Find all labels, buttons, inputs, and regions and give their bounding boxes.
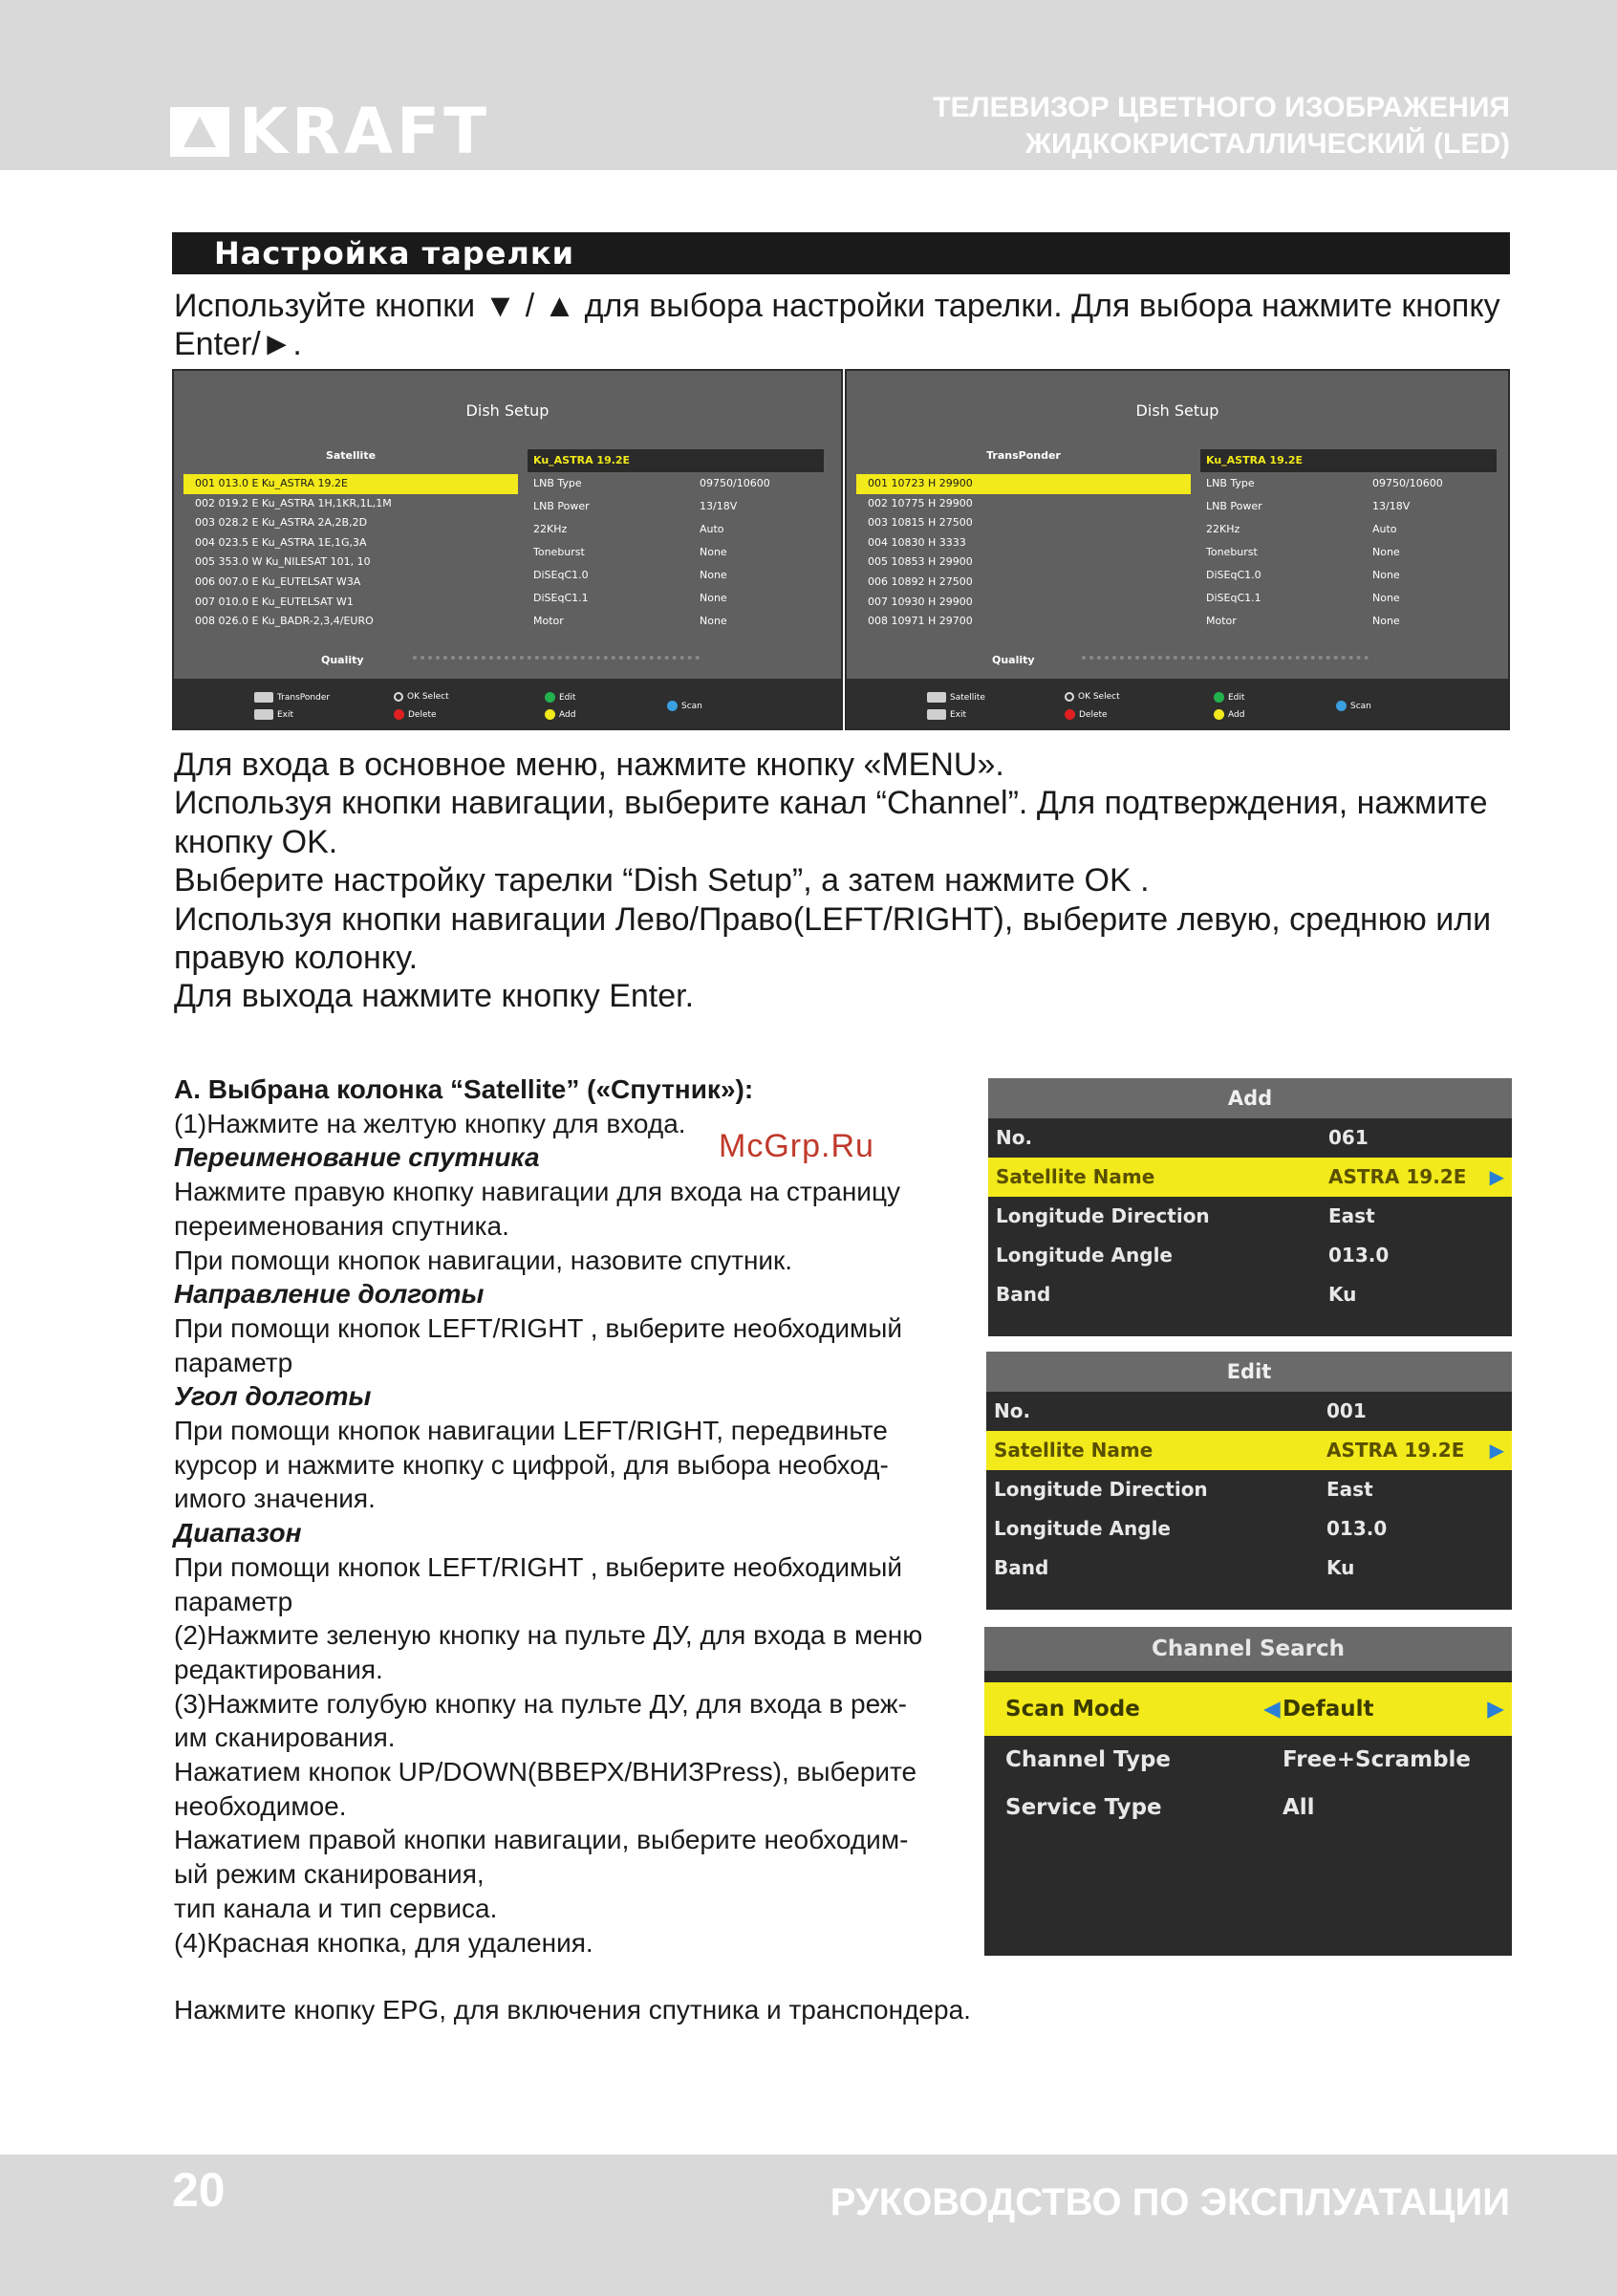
key-icon: [254, 692, 273, 703]
text-line: (3)Нажмите голубую кнопку на пульте ДУ, для входа в реж-: [174, 1688, 907, 1719]
instructions: [174, 746, 1512, 1016]
list-item[interactable]: 008 10971 H 29700: [868, 615, 973, 628]
footer-key: Edit: [545, 692, 575, 703]
param-row[interactable]: DiSEqC1.0 None: [533, 569, 727, 581]
list-item[interactable]: 003 10815 H 27500: [868, 516, 973, 530]
param-row[interactable]: Motor None: [533, 615, 727, 627]
ok-icon: [1065, 692, 1074, 702]
key-icon: [927, 692, 946, 703]
text-line: имого значения.: [174, 1484, 376, 1514]
panel-row-selected[interactable]: Satellite Name ASTRA 19.2E ▶: [988, 1158, 1512, 1197]
quality-bar: [1082, 656, 1369, 661]
list-item[interactable]: 005 353.0 W Ku_NILESAT 101, 10: [195, 555, 371, 569]
instruction-line: Используя кнопки навигации Лево/Право(LEFT/RIGHT), выберите левую, среднюю или: [174, 900, 1492, 938]
blue-button-icon: [667, 701, 678, 711]
instruction-line: Для выхода нажмите кнопку Enter.: [174, 978, 695, 1015]
satellite-list: [183, 474, 518, 632]
param-row[interactable]: LNB Type 09750/10600: [1206, 477, 1443, 489]
section-a-heading: A. Выбрана колонка “Satellite” («Спутник»):: [174, 1074, 754, 1104]
header-title-line1: ТЕЛЕВИЗОР ЦВЕТНОГО ИЗОБРАЖЕНИЯ: [933, 92, 1510, 123]
footer-key: OK Select: [394, 692, 449, 702]
text-line: Нажатием правой кнопки навигации, выберите необходим-: [174, 1825, 909, 1855]
footer-key: OK Select: [1065, 692, 1120, 702]
instruction-line: Для входа в основное меню, нажмите кнопку «MENU».: [174, 747, 1004, 783]
header-title: [933, 90, 1510, 162]
edit-panel: [986, 1352, 1512, 1610]
footer-key: Delete: [1065, 709, 1108, 720]
text-line: параметр: [174, 1347, 293, 1377]
panel-row[interactable]: No. 061: [996, 1126, 1369, 1149]
text-line: ый режим сканирования,: [174, 1859, 485, 1890]
panel-row[interactable]: Longitude Angle 013.0: [996, 1244, 1390, 1267]
list-item[interactable]: 004 023.5 E Ku_ASTRA 1E,1G,3A: [195, 535, 367, 549]
subheading-band: Диапазон: [174, 1518, 302, 1549]
search-row[interactable]: Service Type All: [1005, 1795, 1315, 1820]
instruction-line: Используя кнопки навигации, выберите канал “Channel”. Для подтверждения, нажмите: [174, 785, 1488, 822]
chevron-right-icon: ▶: [1489, 1165, 1504, 1188]
channel-search-panel: [984, 1627, 1512, 1956]
chevron-right-icon: ▶: [1487, 1697, 1504, 1722]
text-line: (1)Нажмите на желтую кнопку для входа.: [174, 1108, 686, 1138]
ok-icon: [394, 692, 403, 702]
text-line: Нажатием кнопок UP/DOWN(ВВЕРХ/ВНИЗPress), выберите: [174, 1757, 917, 1787]
instruction-line: Выберите настройку тарелки “Dish Setup”, а затем нажмите OK .: [174, 862, 1150, 899]
param-row[interactable]: Toneburst None: [1206, 546, 1400, 558]
text-line: переименования спутника.: [174, 1210, 509, 1241]
text-line: редактирования.: [174, 1654, 383, 1684]
list-header: TransPonder: [986, 449, 1061, 462]
panel-row[interactable]: Longitude Angle 013.0: [994, 1517, 1388, 1540]
intro-line1: Используйте кнопки ▼ / ▲ для выбора настройки тарелки. Для выбора нажмите кнопку: [174, 288, 1500, 324]
quality-label: Quality: [992, 654, 1035, 666]
add-panel: [988, 1078, 1512, 1336]
panel-row[interactable]: Longitude Direction East: [996, 1204, 1375, 1227]
param-row[interactable]: DiSEqC1.1 None: [1206, 592, 1400, 604]
param-row[interactable]: LNB Power 13/18V: [533, 500, 738, 512]
param-header: Ku_ASTRA 19.2E: [528, 449, 824, 472]
channel-search-title: Channel Search: [984, 1627, 1512, 1671]
page-footer: [0, 2155, 1617, 2296]
key-icon: [927, 709, 946, 720]
section-title: Настройка тарелки: [172, 232, 1510, 274]
chevron-left-icon: ◀: [1263, 1697, 1281, 1722]
screen-title: Dish Setup: [1135, 401, 1219, 420]
search-row-selected[interactable]: Scan Mode ◀ Default ▶: [984, 1682, 1512, 1736]
list-item[interactable]: 007 10930 H 29900: [868, 595, 973, 608]
text-line: При помощи кнопок навигации LEFT/RIGHT, передвиньте: [174, 1416, 888, 1446]
text-line: При помощи кнопок LEFT/RIGHT , выберите необходимый: [174, 1551, 903, 1582]
subheading-angle: Угол долготы: [174, 1381, 372, 1412]
green-button-icon: [545, 692, 555, 703]
text-line: (2)Нажмите зеленую кнопку на пульте ДУ, для входа в меню: [174, 1620, 923, 1651]
yellow-button-icon: [1214, 709, 1224, 720]
footer-key: Add: [1214, 709, 1244, 720]
red-button-icon: [1065, 709, 1075, 720]
footer-key: Add: [545, 709, 575, 720]
instruction-line: правую колонку.: [174, 940, 419, 977]
footer-title: РУКОВОДСТВО ПО ЭКСПЛУАТАЦИИ: [830, 2181, 1510, 2223]
screen-title: Dish Setup: [465, 401, 550, 420]
footer-key: Exit: [927, 709, 966, 720]
screen-footer: [174, 679, 841, 730]
quality-label: Quality: [321, 654, 364, 666]
param-row[interactable]: Toneburst None: [533, 546, 727, 558]
intro-text: [174, 287, 1512, 363]
edit-panel-title: Edit: [986, 1352, 1512, 1392]
kraft-logo: [170, 95, 491, 168]
footer-key: Delete: [394, 709, 437, 720]
chevron-right-icon: ▶: [1489, 1439, 1504, 1462]
list-item[interactable]: 006 10892 H 27500: [868, 574, 973, 588]
blue-button-icon: [1336, 701, 1347, 711]
header-title-line2: ЖИДКОКРИСТАЛЛИЧЕСКИЙ (LED): [1024, 128, 1510, 160]
list-item[interactable]: 005 10853 H 29900: [868, 555, 973, 569]
transponder-list: [856, 474, 1191, 632]
panel-row[interactable]: Band Ku: [996, 1283, 1357, 1306]
green-button-icon: [1214, 692, 1224, 703]
param-row[interactable]: Motor None: [1206, 615, 1400, 627]
list-item[interactable]: 004 10830 H 3333: [868, 535, 966, 549]
screen-footer: [847, 679, 1508, 730]
param-row[interactable]: LNB Type 09750/10600: [533, 477, 770, 489]
add-panel-title: Add: [988, 1078, 1512, 1118]
dish-setup-transponder-screen: [845, 369, 1510, 730]
text-line: При помощи кнопок LEFT/RIGHT , выберите необходимый: [174, 1312, 903, 1343]
watermark: McGrp.Ru: [719, 1128, 874, 1164]
dish-setup-satellite-screen: [172, 369, 843, 730]
list-header: Satellite: [325, 449, 377, 462]
list-item[interactable]: 002 10775 H 29900: [868, 496, 973, 509]
quality-bar: [413, 656, 700, 661]
panel-row[interactable]: No. 001: [994, 1399, 1367, 1422]
text-line: (4)Красная кнопка, для удаления.: [174, 1927, 593, 1958]
list-item[interactable]: 001 013.0 E Ku_ASTRA 19.2E: [183, 474, 518, 494]
footer-key: Satellite: [927, 692, 985, 703]
text-line: курсор и нажмите кнопку с цифрой, для выбора необход-: [174, 1449, 889, 1480]
yellow-button-icon: [545, 709, 555, 720]
subheading-rename: Переименование спутника: [174, 1142, 540, 1173]
footer-key: Edit: [1214, 692, 1244, 703]
list-item[interactable]: 007 010.0 E Ku_EUTELSAT W1: [195, 595, 354, 608]
param-list: [528, 449, 824, 633]
text-line: параметр: [174, 1586, 293, 1616]
panel-row[interactable]: Longitude Direction East: [994, 1478, 1373, 1501]
param-row[interactable]: DiSEqC1.1 None: [533, 592, 727, 604]
param-row[interactable]: DiSEqC1.0 None: [1206, 569, 1400, 581]
panel-row[interactable]: Band Ku: [994, 1556, 1355, 1579]
subheading-direction: Направление долготы: [174, 1279, 485, 1310]
param-row[interactable]: 22KHz Auto: [1206, 523, 1397, 535]
footer-key: Scan: [1336, 701, 1371, 711]
text-line: При помощи кнопок навигации, назовите спутник.: [174, 1245, 793, 1275]
search-row[interactable]: Channel Type Free+Scramble: [1005, 1747, 1472, 1772]
list-item[interactable]: 001 10723 H 29900: [856, 474, 1191, 494]
footer-key: Exit: [254, 709, 293, 720]
key-icon: [254, 709, 273, 720]
param-row[interactable]: 22KHz Auto: [533, 523, 724, 535]
list-item[interactable]: 003 028.2 E Ku_ASTRA 2A,2B,2D: [195, 516, 368, 530]
param-header: Ku_ASTRA 19.2E: [1200, 449, 1497, 472]
epg-note: Нажмите кнопку EPG, для включения спутника и транспондера.: [174, 1995, 971, 2025]
text-line: Нажмите правую кнопку навигации для входа на страницу: [174, 1177, 900, 1207]
logo-text: KRAFT: [239, 95, 491, 168]
page-number: 20: [172, 2163, 226, 2217]
red-button-icon: [394, 709, 404, 720]
intro-line2: Enter/►.: [174, 326, 302, 362]
section-a: [174, 1072, 977, 1960]
list-item[interactable]: 002 019.2 E Ku_ASTRA 1H,1KR,1L,1M: [195, 496, 392, 509]
list-item[interactable]: 008 026.0 E Ku_BADR-2,3,4/EURO: [195, 615, 374, 628]
text-line: им сканирования.: [174, 1722, 396, 1753]
list-item[interactable]: 006 007.0 E Ku_EUTELSAT W3A: [195, 574, 361, 588]
param-list: [1200, 449, 1497, 633]
logo-triangle-icon: [170, 107, 229, 157]
text-line: необходимое.: [174, 1790, 347, 1821]
footer-key: TransPonder: [254, 692, 330, 703]
instruction-line: кнопку OK.: [174, 823, 338, 860]
param-row[interactable]: LNB Power 13/18V: [1206, 500, 1411, 512]
footer-key: Scan: [667, 701, 702, 711]
text-line: тип канала и тип сервиса.: [174, 1893, 498, 1923]
panel-row-selected[interactable]: Satellite Name ASTRA 19.2E ▶: [986, 1431, 1512, 1470]
